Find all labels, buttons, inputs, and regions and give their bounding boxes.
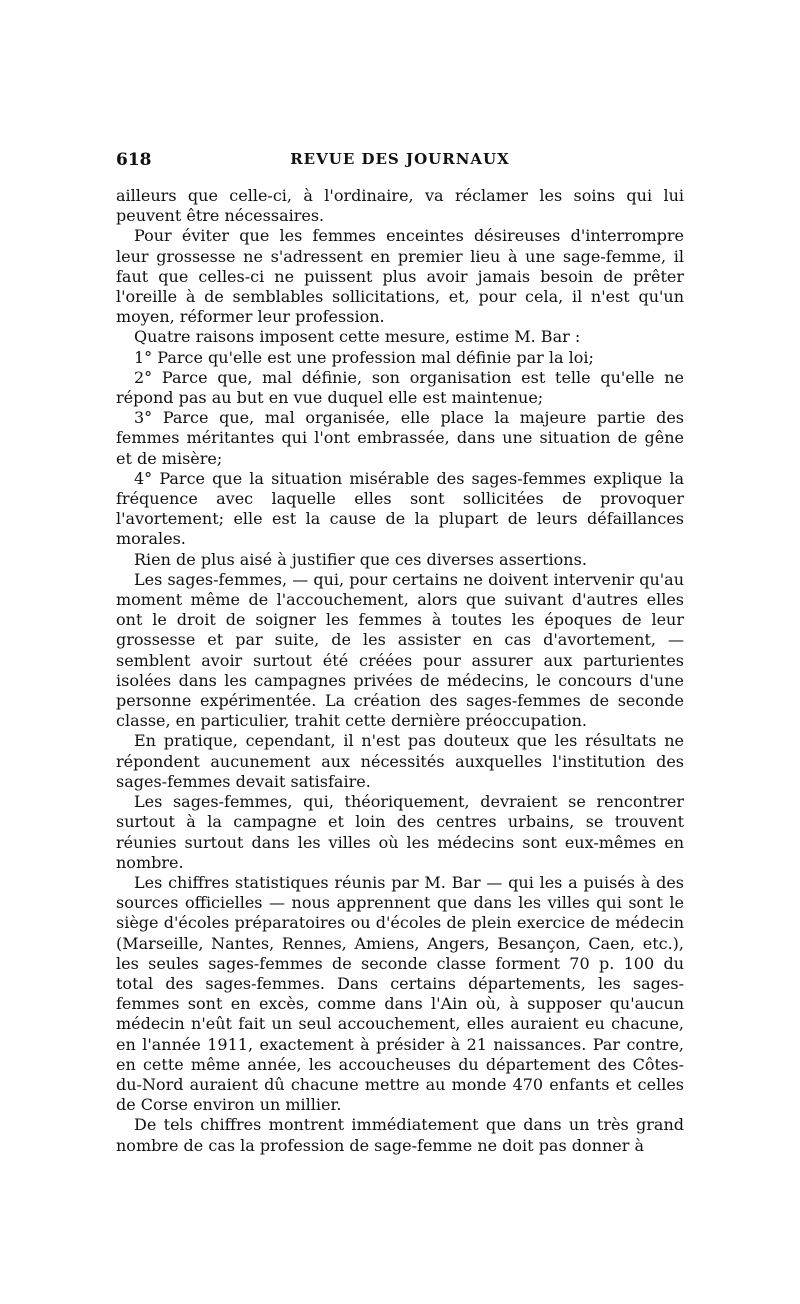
paragraph-justify: Rien de plus aisé à justifier que ces diverses assertions. bbox=[134, 549, 587, 569]
reason-1: 1° Parce qu'elle est une profession mal définie par la loi; bbox=[134, 347, 594, 367]
paragraph-statistics: Les chiffres statistiques réunis par M. Bar — qui les a puisés à des sources officielles — nous apprennent que dans les villes qui sont le siège d'écoles préparatoires ou d'écoles de plein exercice de médecin (Marseille, Nantes, Rennes, Amiens, Angers, Besançon, Caen, etc.), les seules sages-femmes de seconde classe forment 70 p. 100 du total des sages-femmes. Dans certains départements, les sages-femmes sont en excès, comme dans l'Ain où, à supposer qu'aucun médecin n'eût fait un seul accouchement, elles auraient eu chacune, en l'année 1911, exactement à présider à 21 naissances. Par contre, en cette même année, les accoucheuses du département des Côtes-du-Nord auraient dû chacune mettre au monde 470 enfants et celles de Corse environ un millier. bbox=[116, 872, 684, 1115]
running-header bbox=[116, 150, 684, 174]
reason-3: 3° Parce que, mal organisée, elle place la majeure partie des femmes méritantes qui l'ont embrassée, dans une situation de gêne et de misère; bbox=[116, 408, 684, 468]
paragraph-avoid-sollicitations: Pour éviter que les femmes enceintes désireuses d'interrompre leur grossesse ne s'adressent en premier lieu à une sage-femme, il faut que celles-ci ne puissent plus avoir jamais besoin de prêter l'oreille à de semblables sollicitations, et, pour cela, il n'est qu'un moyen, réformer leur profession. bbox=[116, 226, 684, 327]
paragraph-four-reasons: Quatre raisons imposent cette mesure, estime M. Bar : bbox=[134, 327, 581, 347]
paragraph-in-practice: En pratique, cependant, il n'est pas douteux que les résultats ne répondent aucunement aux nécessités auxquelles l'institution des sages-femmes devait satisfaire. bbox=[116, 731, 684, 791]
running-title: REVUE DES JOURNAUX bbox=[290, 150, 510, 168]
paragraph-urban-concentration: Les sages-femmes, qui, théoriquement, devraient se rencontrer surtout à la campagne et loin des centres urbains, se trouvent réunies surtout dans les villes où les médecins sont eux-mêmes en nombre. bbox=[116, 792, 684, 872]
reason-2: 2° Parce que, mal définie, son organisation est telle qu'elle ne répond pas au but en vue duquel elle est maintenue; bbox=[116, 367, 684, 408]
article-body bbox=[116, 186, 684, 1156]
paragraph-continuation: ailleurs que celle-ci, à l'ordinaire, va réclamer les soins qui lui peuvent être nécessaires. bbox=[116, 186, 684, 226]
reason-4: 4° Parce que la situation misérable des sages-femmes explique la fréquence avec laquelle elles sont sollicitées de provoquer l'avortement; elle est la cause de la plupart de leurs défaillances morales. bbox=[116, 468, 684, 549]
paragraph-role-of-midwives: Les sages-femmes, — qui, pour certains ne doivent intervenir qu'au moment même de l'accouchement, alors que suivant d'autres elles ont le droit de soigner les femmes à toutes les époques de leur grossesse et par suite, de les assister en cas d'avortement, — semblent avoir surtout été créées pour assurer aux parturientes isolées dans les campagnes privées de médecins, le concours d'une personne expérimentée. La création des sages-femmes de seconde classe, en particulier, trahit cette dernière préoccupation. bbox=[116, 569, 684, 731]
paragraph-conclusion: De tels chiffres montrent immédiatement que dans un très grand nombre de cas la profession de sage-femme ne doit pas donner à bbox=[116, 1115, 684, 1155]
page-number: 618 bbox=[116, 150, 152, 170]
